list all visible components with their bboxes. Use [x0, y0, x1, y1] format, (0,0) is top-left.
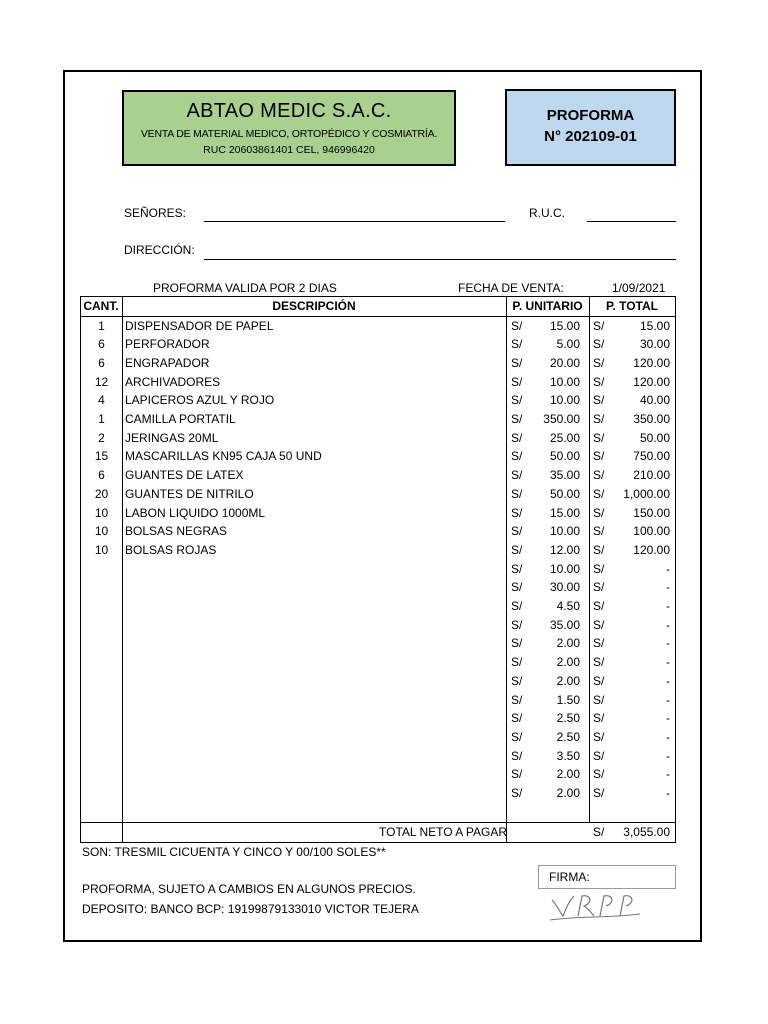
table-row: [80, 485, 676, 504]
unit-price-cell: 3.50: [556, 748, 580, 763]
total-currency-cell: S/: [593, 561, 605, 576]
total-price-cell: -: [666, 767, 670, 782]
qty-cell: 20: [94, 486, 109, 501]
sale-date-label: FECHA DE VENTA:: [458, 281, 564, 295]
total-price-cell: -: [666, 711, 670, 726]
total-price-cell: -: [666, 692, 670, 707]
table-row: [80, 728, 676, 747]
amount-in-words: SON: TRESMIL CICUENTA Y CINCO Y 00/100 SOLES**: [82, 845, 386, 859]
table-row: [80, 578, 676, 597]
senores-label: SEÑORES:: [124, 206, 187, 220]
unit-currency-cell: S/: [511, 767, 523, 782]
total-price-cell: -: [666, 580, 670, 595]
qty-cell: 6: [98, 468, 105, 483]
unit-price-cell: 10.00: [549, 374, 580, 389]
total-currency-cell: S/: [593, 655, 605, 670]
qty-cell: 15: [94, 449, 109, 464]
total-price-cell: 100.00: [633, 524, 670, 539]
total-currency-cell: S/: [593, 692, 605, 707]
qty-cell: 10: [94, 542, 109, 557]
table-row: [80, 634, 676, 653]
table-row: [80, 653, 676, 672]
firma-label: FIRMA:: [549, 870, 590, 884]
table-row: [80, 504, 676, 523]
header-unit-price: P. UNITARIO: [512, 299, 583, 313]
table-row: [80, 522, 676, 541]
total-currency-cell: S/: [593, 393, 605, 408]
direccion-label: DIRECCIÓN:: [124, 243, 195, 257]
total-price-cell: -: [666, 599, 670, 613]
company-header: [122, 90, 456, 166]
direccion-field[interactable]: [204, 259, 676, 260]
unit-currency-cell: S/: [511, 318, 523, 333]
unit-price-cell: 4.50: [556, 599, 580, 613]
total-currency-cell: S/: [593, 430, 605, 445]
unit-price-cell: 35.00: [549, 468, 580, 483]
unit-price-cell: 50.00: [549, 449, 580, 464]
total-price-cell: 120.00: [633, 374, 670, 389]
proforma-number: N° 202109-01: [544, 128, 637, 145]
total-price-cell: 15.00: [639, 318, 670, 333]
unit-currency-cell: S/: [511, 486, 523, 501]
total-label: TOTAL NETO A PAGAR: [379, 825, 508, 839]
unit-currency-cell: S/: [511, 673, 523, 688]
unit-currency-cell: S/: [511, 468, 523, 483]
unit-price-cell: 2.00: [556, 636, 580, 651]
total-currency-cell: S/: [593, 412, 605, 426]
total-currency-cell: S/: [593, 468, 605, 483]
unit-currency-cell: S/: [511, 337, 523, 352]
table-row: [80, 616, 676, 635]
total-price-cell: 210.00: [633, 468, 670, 483]
table-bottom-border: [80, 842, 676, 843]
qty-cell: 1: [98, 318, 105, 333]
total-currency-cell: S/: [593, 617, 605, 632]
total-currency-cell: S/: [593, 542, 605, 557]
unit-price-cell: 10.00: [549, 561, 580, 576]
total-currency-cell: S/: [593, 786, 605, 800]
table-row: [80, 410, 676, 429]
qty-cell: 4: [98, 393, 105, 408]
total-price-cell: -: [666, 561, 670, 576]
table-body-bottom: [80, 822, 676, 823]
unit-price-cell: 10.00: [549, 393, 580, 408]
unit-price-cell: 15.00: [549, 505, 580, 520]
table-row: [80, 317, 676, 336]
total-currency-cell: S/: [593, 767, 605, 782]
unit-currency-cell: S/: [511, 505, 523, 520]
header-desc: DESCRIPCIÓN: [272, 299, 356, 313]
table-row: [80, 784, 676, 803]
total-currency-cell: S/: [593, 337, 605, 352]
unit-price-cell: 25.00: [549, 430, 580, 445]
unit-currency-cell: S/: [511, 430, 523, 445]
qty-cell: 10: [94, 524, 109, 539]
table-row: [80, 466, 676, 485]
total-price-cell: -: [666, 786, 670, 800]
total-price-cell: 750.00: [633, 449, 670, 464]
unit-currency-cell: S/: [511, 393, 523, 408]
table-row: [80, 560, 676, 579]
unit-currency-cell: S/: [511, 599, 523, 613]
description-cell: GUANTES DE LATEX: [125, 468, 244, 483]
description-cell: DISPENSADOR DE PAPEL: [125, 318, 274, 333]
unit-currency-cell: S/: [511, 655, 523, 670]
company-name: ABTAO MEDIC S.A.C.: [186, 100, 392, 122]
unit-currency-cell: S/: [511, 542, 523, 557]
ruc-field[interactable]: [587, 221, 676, 222]
total-price-cell: 150.00: [633, 505, 670, 520]
unit-price-cell: 2.50: [556, 711, 580, 726]
description-cell: PERFORADOR: [125, 337, 210, 352]
validity-text: PROFORMA VALIDA POR 2 DIAS: [153, 281, 337, 295]
unit-currency-cell: S/: [511, 449, 523, 464]
company-tagline: VENTA DE MATERIAL MEDICO, ORTOPÉDICO Y COSMIATRÍA.: [140, 128, 438, 140]
unit-price-cell: 35.00: [549, 617, 580, 632]
unit-currency-cell: S/: [511, 412, 523, 426]
unit-currency-cell: S/: [511, 374, 523, 389]
price-note: PROFORMA, SUJETO A CAMBIOS EN ALGUNOS PRECIOS.: [82, 882, 416, 896]
description-cell: GUANTES DE NITRILO: [125, 486, 254, 501]
unit-currency-cell: S/: [511, 617, 523, 632]
unit-currency-cell: S/: [511, 786, 523, 800]
qty-cell: 10: [94, 505, 109, 520]
qty-cell: 6: [98, 337, 105, 352]
total-currency-cell: S/: [593, 505, 605, 520]
header-total-price: P. TOTAL: [605, 299, 658, 313]
description-cell: LAPICEROS AZUL Y ROJO: [125, 393, 275, 408]
total-currency-cell: S/: [593, 673, 605, 688]
total-price-cell: 30.00: [639, 337, 670, 352]
table-row: [80, 541, 676, 560]
unit-price-cell: 15.00: [549, 318, 580, 333]
total-price-cell: -: [666, 729, 670, 744]
total-currency-cell: S/: [593, 711, 605, 726]
total-currency-cell: S/: [593, 374, 605, 389]
total-price-cell: -: [666, 748, 670, 763]
unit-currency-cell: S/: [511, 692, 523, 707]
table-row: [80, 765, 676, 784]
total-price-cell: -: [666, 655, 670, 670]
table-row: [80, 691, 676, 710]
unit-price-cell: 2.00: [556, 655, 580, 670]
unit-price-cell: 30.00: [549, 580, 580, 595]
unit-price-cell: 2.00: [556, 673, 580, 688]
description-cell: BOLSAS NEGRAS: [125, 524, 228, 539]
table-row: [80, 597, 676, 616]
sale-date: 1/09/2021: [612, 281, 666, 295]
firma-box: [538, 865, 676, 889]
total-price-cell: 50.00: [639, 430, 670, 445]
signature-image: [548, 890, 644, 926]
deposit-info: DEPOSITO: BANCO BCP: 19199879133010 VICTOR TEJERA: [82, 902, 419, 916]
unit-currency-cell: S/: [511, 561, 523, 576]
total-currency-cell: S/: [593, 355, 605, 370]
table-row: [80, 354, 676, 373]
unit-price-cell: 5.00: [556, 337, 580, 352]
table-row: [80, 373, 676, 392]
unit-currency-cell: S/: [511, 729, 523, 744]
qty-cell: 1: [98, 412, 105, 426]
total-currency-cell: S/: [593, 599, 605, 613]
ruc-label: R.U.C.: [529, 206, 565, 220]
total-price-cell: 350.00: [633, 412, 670, 426]
table-row: [80, 709, 676, 728]
unit-price-cell: 10.00: [549, 524, 580, 539]
total-price-cell: -: [666, 673, 670, 688]
unit-price-cell: 1.50: [556, 692, 580, 707]
total-currency: S/: [593, 825, 605, 839]
table-row: [80, 447, 676, 466]
total-value: 3,055.00: [623, 825, 670, 839]
total-currency-cell: S/: [593, 524, 605, 539]
unit-currency-cell: S/: [511, 711, 523, 726]
description-cell: MASCARILLAS KN95 CAJA 50 UND: [125, 449, 322, 464]
unit-price-cell: 350.00: [543, 412, 580, 426]
proforma-header: [505, 89, 676, 166]
total-price-cell: 120.00: [633, 355, 670, 370]
unit-price-cell: 2.50: [556, 729, 580, 744]
total-currency-cell: S/: [593, 729, 605, 744]
senores-field[interactable]: [204, 221, 505, 222]
total-currency-cell: S/: [593, 748, 605, 763]
total-currency-cell: S/: [593, 636, 605, 651]
total-price-cell: -: [666, 636, 670, 651]
company-contact: RUC 20603861401 CEL, 946996420: [203, 144, 375, 156]
qty-cell: 12: [94, 374, 109, 389]
total-price-cell: 1,000.00: [623, 486, 670, 501]
unit-currency-cell: S/: [511, 355, 523, 370]
total-currency-cell: S/: [593, 449, 605, 464]
description-cell: BOLSAS ROJAS: [125, 542, 217, 557]
unit-currency-cell: S/: [511, 580, 523, 595]
table-row: [80, 335, 676, 354]
proforma-title: PROFORMA: [546, 107, 635, 124]
table-row: [80, 672, 676, 691]
description-cell: JERINGAS 20ML: [125, 430, 219, 445]
table-row: [80, 429, 676, 448]
qty-cell: 6: [98, 355, 105, 370]
unit-price-cell: 50.00: [549, 486, 580, 501]
table-row: [80, 747, 676, 766]
description-cell: LABON LIQUIDO 1000ML: [125, 505, 266, 520]
table-row: [80, 391, 676, 410]
unit-currency-cell: S/: [511, 636, 523, 651]
unit-price-cell: 12.00: [549, 542, 580, 557]
total-price-cell: 40.00: [639, 393, 670, 408]
unit-price-cell: 2.00: [556, 786, 580, 800]
header-qty: CANT.: [83, 299, 119, 313]
unit-currency-cell: S/: [511, 524, 523, 539]
unit-price-cell: 20.00: [549, 355, 580, 370]
description-cell: CAMILLA PORTATIL: [125, 412, 236, 426]
qty-cell: 2: [98, 430, 105, 445]
description-cell: ARCHIVADORES: [125, 374, 221, 389]
total-price-cell: 120.00: [633, 542, 670, 557]
total-currency-cell: S/: [593, 486, 605, 501]
unit-currency-cell: S/: [511, 748, 523, 763]
total-currency-cell: S/: [593, 318, 605, 333]
total-currency-cell: S/: [593, 580, 605, 595]
description-cell: ENGRAPADOR: [125, 355, 210, 370]
unit-price-cell: 2.00: [556, 767, 580, 782]
total-price-cell: -: [666, 617, 670, 632]
